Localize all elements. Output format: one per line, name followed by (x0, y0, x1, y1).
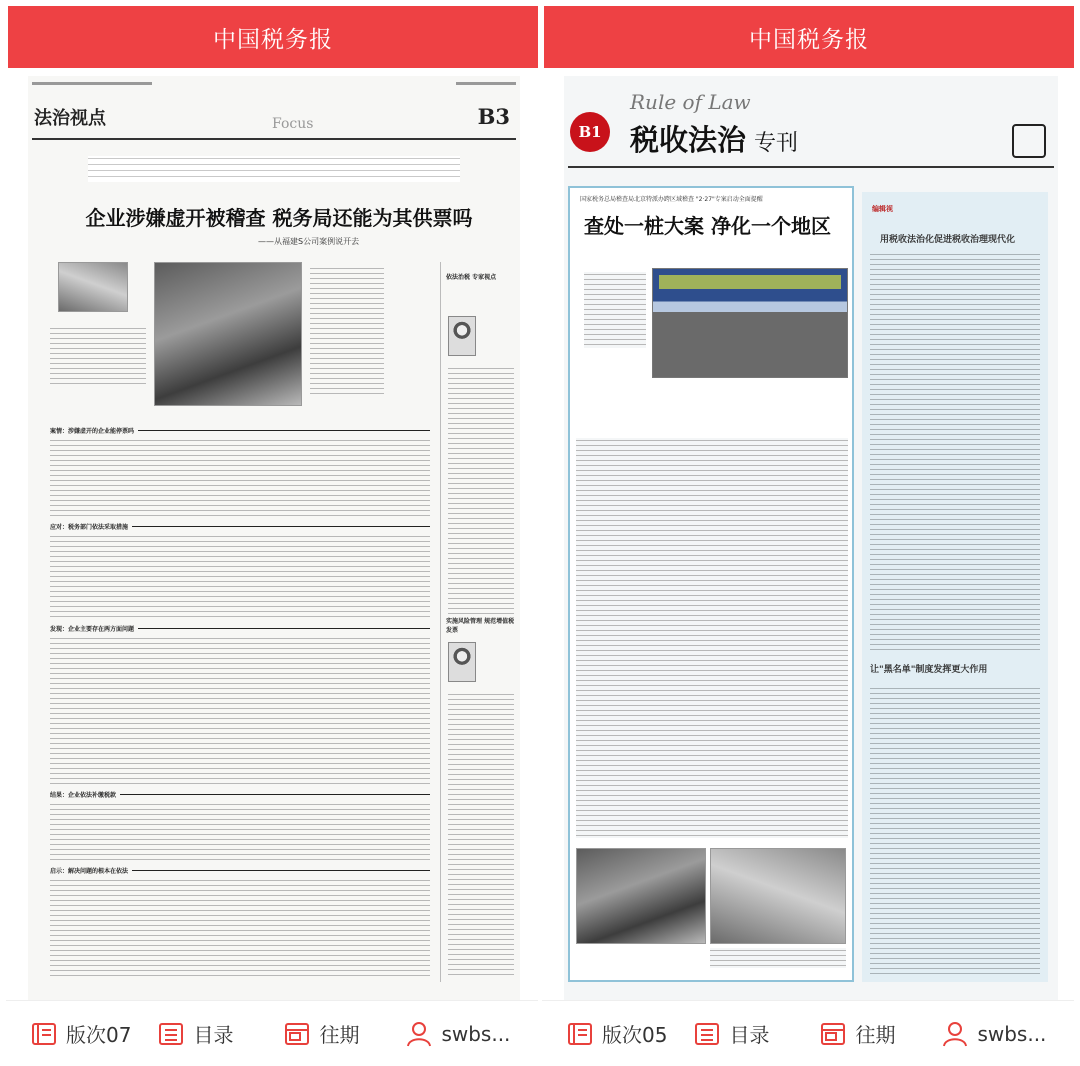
quote-column (310, 266, 384, 396)
subsection-1-title (50, 426, 430, 435)
news-photo-2 (710, 848, 846, 944)
page-icon (30, 1020, 58, 1048)
body-text-5 (50, 878, 430, 978)
news-photo (154, 262, 302, 406)
body-text-3 (50, 636, 430, 786)
section-title-text: 税收法治 (630, 123, 747, 157)
nav-toc-label: 目录 (729, 1023, 770, 1047)
header-title: 中国税务报 (8, 6, 538, 68)
article-subhead: ——从福建S公司案例说开去 (258, 237, 360, 246)
commentary-tag: 编辑视 (872, 205, 893, 213)
newspaper-page-thumbnail[interactable] (564, 76, 1058, 1000)
newspaper-panel-right (542, 0, 1074, 1066)
subsection-2-label: 应对：税务部门依法采取措施 (50, 524, 129, 531)
intro-text (88, 156, 460, 182)
subsection-4-title (50, 790, 430, 799)
masthead-strip (32, 82, 516, 85)
stage-banner (659, 275, 841, 289)
subsection-2-title (50, 522, 430, 531)
nav-archive-label: 往期 (319, 1023, 360, 1047)
body-text-2 (50, 534, 430, 620)
subsection-3-label: 发现：企业主要存在两方面问题 (50, 626, 135, 633)
user-icon (405, 1020, 433, 1048)
author-portrait (448, 316, 476, 356)
nav-archive-button[interactable] (283, 1019, 359, 1048)
nav-user-label: swbs... (441, 1021, 511, 1046)
nav-user-button[interactable] (405, 1020, 510, 1048)
section-title: 法治视点 (34, 108, 106, 129)
main-article-box (568, 186, 854, 982)
nav-page-label: 版次05 (602, 1023, 668, 1047)
list-icon (693, 1020, 721, 1048)
bottom-nav (6, 1000, 538, 1066)
nav-user-button[interactable] (941, 1020, 1046, 1048)
subsection-5-title (50, 866, 430, 875)
article-kicker: 国家税务总局稽查局北京特派办跨区域稽查 "2·27"专案启动全面提醒 (580, 196, 763, 203)
archive-icon (819, 1020, 847, 1048)
page-icon (566, 1020, 594, 1048)
commentary-text-2 (870, 686, 1040, 976)
subsection-1-label: 案情：涉嫌虚开的企业能停票吗 (50, 428, 135, 435)
nav-page-button[interactable] (566, 1019, 667, 1048)
column-label (446, 272, 518, 281)
header-title: 中国税务报 (544, 6, 1074, 68)
sidebar-commentary (862, 192, 1048, 982)
newspaper-panel-left (6, 0, 538, 1066)
subsection-5-label: 启示：解决问题的根本在依法 (50, 868, 129, 875)
column-label-text: 依法治税 专家视点 (446, 274, 497, 281)
section-header (32, 96, 516, 140)
column-text (448, 366, 514, 616)
nav-archive-button[interactable] (819, 1019, 895, 1048)
archive-icon (283, 1020, 311, 1048)
news-photo-1 (576, 848, 706, 944)
page-number: B3 (477, 104, 510, 129)
author-portrait-2 (448, 642, 476, 682)
illustration (58, 262, 128, 312)
column-label-2 (446, 616, 518, 634)
commentary-title-2[interactable]: 让"黑名单"制度发挥更大作用 (870, 665, 988, 675)
nav-toc-label: 目录 (193, 1023, 234, 1047)
pull-quote-text (584, 272, 646, 348)
column-label-text-2: 实施风险管理 规范增值税发票 (446, 618, 515, 634)
nav-toc-button[interactable] (693, 1019, 769, 1048)
section-suffix: 专刊 (754, 131, 799, 156)
nav-user-label: swbs... (977, 1021, 1047, 1046)
subsection-3-title (50, 624, 430, 633)
section-title (630, 118, 798, 159)
photo-caption (710, 948, 846, 968)
section-english: Focus (272, 116, 314, 132)
commentary-title[interactable]: 用税收法治化促进税收治理现代化 (880, 235, 1016, 245)
page-badge: B1 (570, 112, 610, 152)
article-headline[interactable]: 查处一桩大案 净化一个地区 (584, 214, 831, 238)
section-english: Rule of Law (630, 90, 751, 114)
section-header (568, 90, 1054, 168)
nav-page-button[interactable] (30, 1019, 131, 1048)
user-icon (941, 1020, 969, 1048)
article-headline[interactable]: 企业涉嫌虚开被稽查 税务局还能为其供票吗 (85, 206, 473, 230)
nav-archive-label: 往期 (855, 1023, 896, 1047)
body-text-1 (50, 438, 430, 518)
bottom-nav (542, 1000, 1074, 1066)
subsection-4-label: 结果：企业依法补缴税款 (50, 792, 117, 799)
newspaper-page-thumbnail[interactable] (28, 76, 520, 1000)
commentary-text (870, 252, 1040, 652)
nav-page-label: 版次07 (66, 1023, 132, 1047)
body-text-4 (50, 802, 430, 862)
body-text (576, 438, 848, 838)
column-text-2 (448, 692, 514, 976)
pull-quote-text (50, 326, 146, 386)
list-icon (157, 1020, 185, 1048)
meeting-photo (652, 268, 848, 378)
newspaper-logo-icon (1012, 124, 1046, 158)
column-rule (440, 262, 441, 982)
nav-toc-button[interactable] (157, 1019, 233, 1048)
